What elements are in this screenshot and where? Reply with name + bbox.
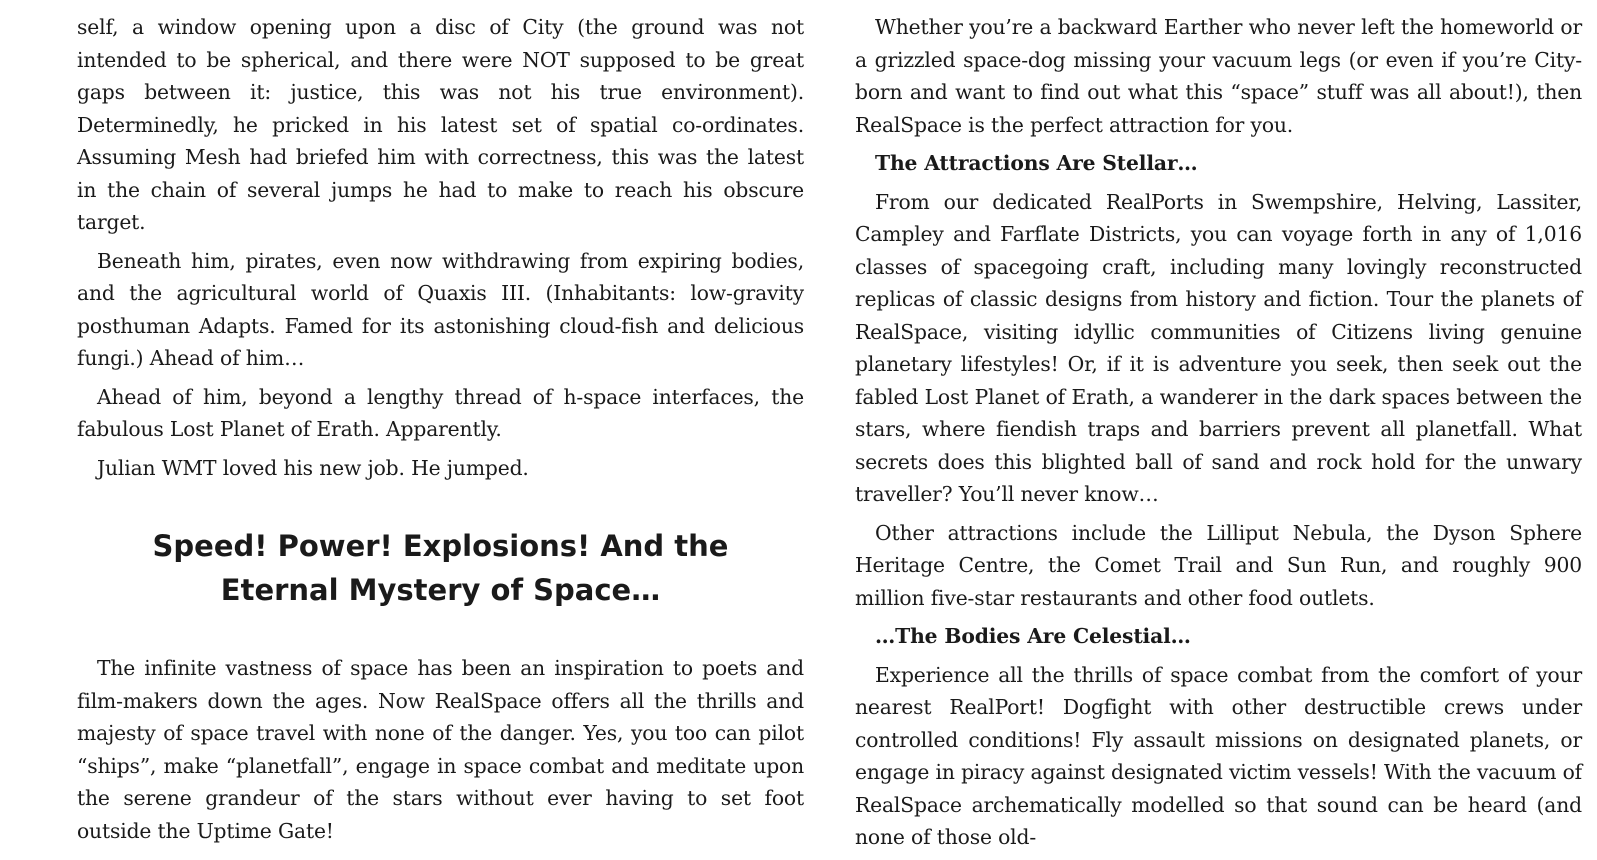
body-paragraph: From our dedicated RealPorts in Swempshire, Helving, Lassiter, Campley and Farflate Districts, you can voyage forth in any of 1,016 classes of spacegoing craft, including many lovingly reconstructed replicas of classic designs from history and fiction. Tour the planets of RealSpace, visiting idyllic communities of Citizens living genuine planetary lifestyles! Or, if it is adventure you seek, then seek out the fabled Lost Planet of Erath, a wanderer in the dark spaces between the stars, where fiendish traps and barriers prevent all planetfall. What secrets does this blighted ball of sand and rock hold for the unwary traveller? You’ll never know… — [855, 189, 1582, 506]
intro-paragraph: Whether you’re a backward Earther who never left the homeworld or a grizzled space-dog missing your vacuum legs (or even if you’re City-born and want to find out what this “space” stuff was all about!), then RealSpace is the perfect attraction for you. — [855, 15, 1582, 137]
right-page-column — [855, 11, 1582, 860]
body-paragraph: Julian WMT loved his new job. He jumped. — [97, 455, 529, 480]
chapter-title-line-1: Speed! Power! Explosions! And the — [152, 529, 729, 563]
body-paragraph: Ahead of him, beyond a lengthy thread of h-space interfaces, the fabulous Lost Planet of Erath. Apparently. — [77, 384, 804, 441]
chapter-title-line-2: Eternal Mystery of Space… — [220, 573, 661, 607]
chapter-title — [77, 524, 804, 612]
body-paragraph: Experience all the thrills of space combat from the comfort of your nearest RealPort! Dogfight with other destructible crews under controlled conditions! Fly assault missions on designated planets, or engage in piracy against designated victim vessels! With the vacuum of RealSpace archematically modelled so that sound can be heard (and none of those old- — [855, 662, 1583, 849]
section-subheading: …The Bodies Are Celestial… — [875, 624, 1191, 648]
chapter-opening-paragraph: The infinite vastness of space has been an inspiration to poets and film-makers down the ages. Now RealSpace offers all the thrills and majesty of space travel with none of the danger. Yes, you too can pilot “ships”, make “planetfall”, engage in space combat and meditate upon the serene grandeur of the stars without ever having to set foot outside the Uptime Gate! — [77, 656, 804, 843]
body-paragraph: Other attractions include the Lilliput Nebula, the Dyson Sphere Heritage Centre, the Comet Trail and Sun Run, and roughly 900 million five-star restaurants and other food outlets. — [855, 520, 1582, 610]
section-subheading: The Attractions Are Stellar… — [875, 151, 1198, 175]
left-page-column — [77, 11, 804, 853]
body-paragraph: Beneath him, pirates, even now withdrawing from expiring bodies, and the agricultural world of Quaxis III. (Inhabitants: low-gravity posthuman Adapts. Famed for its astonishing cloud-fish and delicious fungi.) Ahead of him… — [77, 248, 804, 370]
body-paragraph: self, a window opening upon a disc of City (the ground was not intended to be spherical, and there were NOT supposed to be great gaps between it: justice, this was not his true environment). Determinedly, he pricked in his latest set of spatial co-ordinates. Assuming Mesh had briefed him with correctness, this was the latest in the chain of several jumps he had to make to reach his obscure target. — [77, 15, 804, 234]
